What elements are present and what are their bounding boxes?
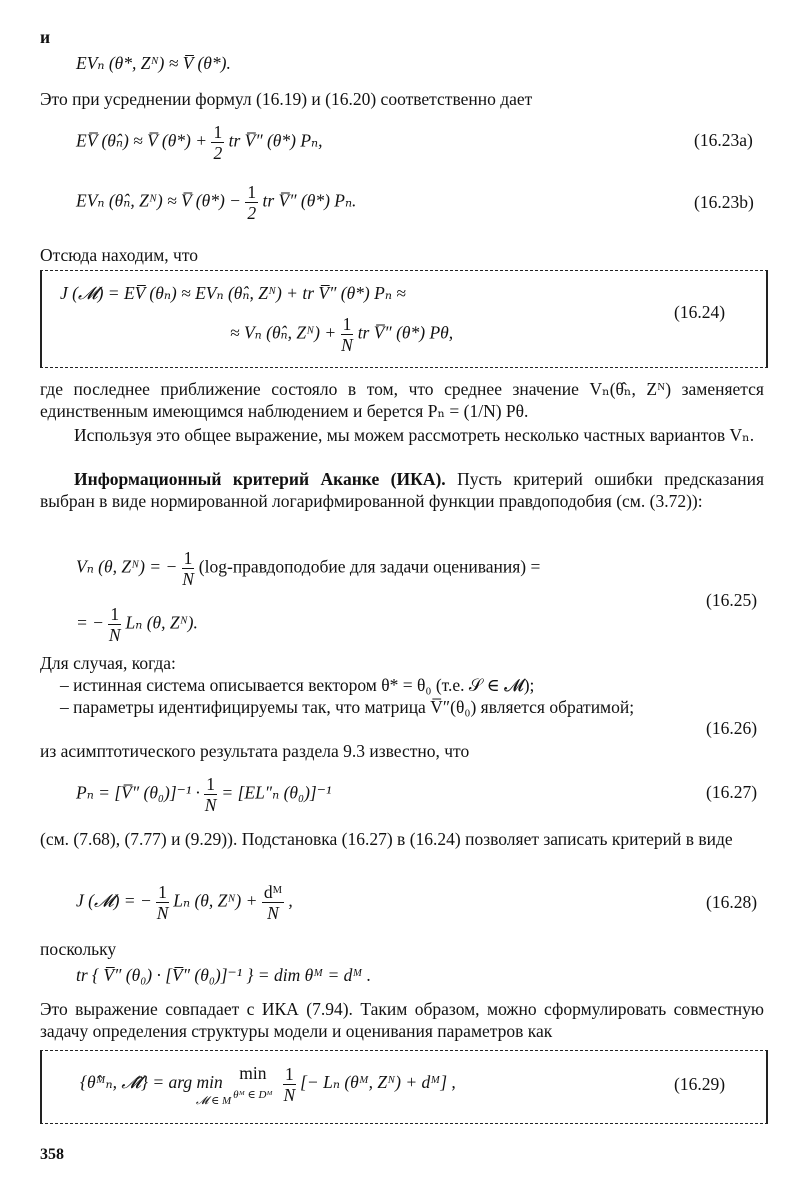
equation-part: tr V̅″ (θ*) Pθ, (357, 322, 454, 343)
numerator: 1 (110, 604, 120, 624)
text-line: Отсюда находим, что (40, 245, 199, 265)
paragraph: (см. (7.68), (7.77) и (9.29)). Подстановка (16.27) в (16.24) позволяет записать критерий в виде (40, 829, 733, 849)
denominator: N (108, 625, 121, 645)
fraction (156, 882, 169, 923)
equation-number: (16.23a) (694, 130, 753, 150)
paragraph: Используя это общее выражение, мы можем рассмотреть несколько частных вариантов Vₙ. (74, 425, 755, 445)
equation-16-29 (80, 1062, 456, 1106)
equation-part: , (288, 890, 293, 911)
fraction (245, 182, 258, 223)
denominator: N (341, 335, 353, 355)
fraction (262, 882, 284, 923)
equation-number: (16.26) (706, 718, 758, 738)
equation-number: (16.24) (674, 302, 726, 322)
denominator: N (283, 1084, 296, 1105)
fraction (108, 604, 121, 645)
numerator: 1 (183, 548, 193, 568)
list-item: – истинная система описывается вектором θ* = θ₀ (т.е. 𝒮 ∈ 𝓜); (60, 675, 535, 695)
text-line: Для случая, когда: (40, 653, 176, 673)
equation-part: Lₙ (θ, Zᴺ) + (173, 890, 258, 911)
fraction (182, 548, 195, 589)
equation-16-23a (76, 122, 323, 163)
numerator: dᴹ (263, 882, 283, 902)
equation-part: EVₙ (θ̂ₙ, Zᴺ) ≈ V̅ (θ*) − (76, 190, 241, 211)
equation-part: Lₙ (θ, Zᴺ). (125, 612, 198, 633)
denominator: N (182, 569, 194, 589)
denominator: 2 (213, 143, 223, 163)
denominator: N (267, 903, 279, 923)
equation-16-23b (76, 182, 356, 223)
fraction (341, 314, 354, 355)
page-number: 358 (40, 1146, 64, 1163)
equation-line: EVₙ (θ*, Zᴺ) ≈ V̅ (θ*). (76, 53, 231, 73)
text-line: Это при усреднении формул (16.19) и (16.20) соответственно дает (40, 89, 533, 109)
text-line: поскольку (40, 939, 117, 959)
operator-subscript: θᴹ ∈ Dᴹ (233, 1089, 273, 1101)
denominator: N (204, 795, 217, 815)
equation-part: = − (76, 612, 104, 633)
equation-part: J (𝓜) = − (76, 890, 152, 911)
paragraph (40, 468, 764, 512)
denominator: N (156, 903, 169, 923)
equation-16-24-line1: J (𝓜) = EV̅ (θₙ) ≈ EVₙ (θ̂ₙ, Zᴺ) + tr V̅″ (θ*) Pₙ ≈ (60, 283, 406, 303)
paragraph: Это выражение совпадает с ИКА (7.94). Таким образом, можно сформулировать совместную задачу определения структуры модели и оценивания параметров как (40, 999, 764, 1041)
equation-number: (16.29) (674, 1074, 726, 1094)
min-operator (233, 1062, 272, 1106)
section-heading: Информационный критерий Аканке (ИКА). (74, 469, 446, 489)
equation-number: (16.23b) (694, 192, 754, 212)
equation-part: tr V̅″ (θ*) Pₙ, (228, 130, 323, 151)
list-item: – параметры идентифицируемы так, что матрица V̅″(θ₀) является обратимой; (60, 697, 635, 717)
equation-16-27 (76, 774, 331, 815)
equation-part: EV̅ (θ̂ₙ) ≈ V̅ (θ*) + (76, 130, 208, 151)
equation-part: [− Lₙ (θᴹ, Zᴺ) + dᴹ] , (300, 1072, 456, 1093)
equation-number: (16.25) (706, 590, 758, 610)
equation-number: (16.27) (706, 782, 758, 802)
equation-part: = [EL″ₙ (θ₀)]⁻¹ (221, 782, 332, 803)
text-line: и (40, 27, 51, 47)
equation-line: tr { V̅″ (θ₀) · [V̅″ (θ₀)]⁻¹ } = dim θᴹ = dᴹ . (76, 965, 372, 985)
paragraph-text: Пусть критерий ошибки предсказания выбран в виде нормированной логарифмированной функции правдоподобия (см. (3.72)): (40, 469, 764, 511)
text-line: из асимптотического результата раздела 9.3 известно, что (40, 741, 470, 761)
numerator: 1 (206, 774, 216, 794)
paragraph: где последнее приближение состояло в том, что среднее значение Vₙ(θ̂ₙ, Zᴺ) заменяется единственным имеющимся наблюдением и берется Pₙ = (1/N) Pθ. (40, 379, 764, 421)
fraction (283, 1064, 296, 1105)
equation-part: Vₙ (θ, Zᴺ) = − (76, 556, 178, 577)
equation-part: tr V̅″ (θ*) Pₙ. (262, 190, 357, 211)
operator-subscript: 𝓜 ∈ M (196, 1095, 232, 1107)
equation-16-25-line2 (76, 604, 198, 645)
fraction (204, 774, 217, 815)
denominator: 2 (247, 203, 257, 223)
equation-part: ≈ Vₙ (θ̂ₙ, Zᴺ) + (230, 322, 337, 343)
equation-part: Pₙ = [V̅″ (θ₀)]⁻¹ · (76, 782, 200, 803)
equation-16-28 (76, 882, 293, 923)
numerator: 1 (247, 182, 257, 202)
numerator: 1 (213, 122, 223, 142)
equation-16-25-line1 (76, 548, 540, 589)
equation-part: (log-правдоподобие для задачи оценивания) = (198, 556, 541, 577)
operator: min (239, 1063, 267, 1083)
numerator: 1 (158, 882, 167, 902)
numerator: 1 (342, 314, 352, 334)
equation-16-24-line2 (230, 314, 453, 355)
equation-part: {θ̂ᴹₙ, 𝓜̂} = arg min (80, 1072, 223, 1093)
equation-number: (16.28) (706, 892, 758, 912)
numerator: 1 (285, 1063, 294, 1084)
fraction (211, 122, 224, 163)
